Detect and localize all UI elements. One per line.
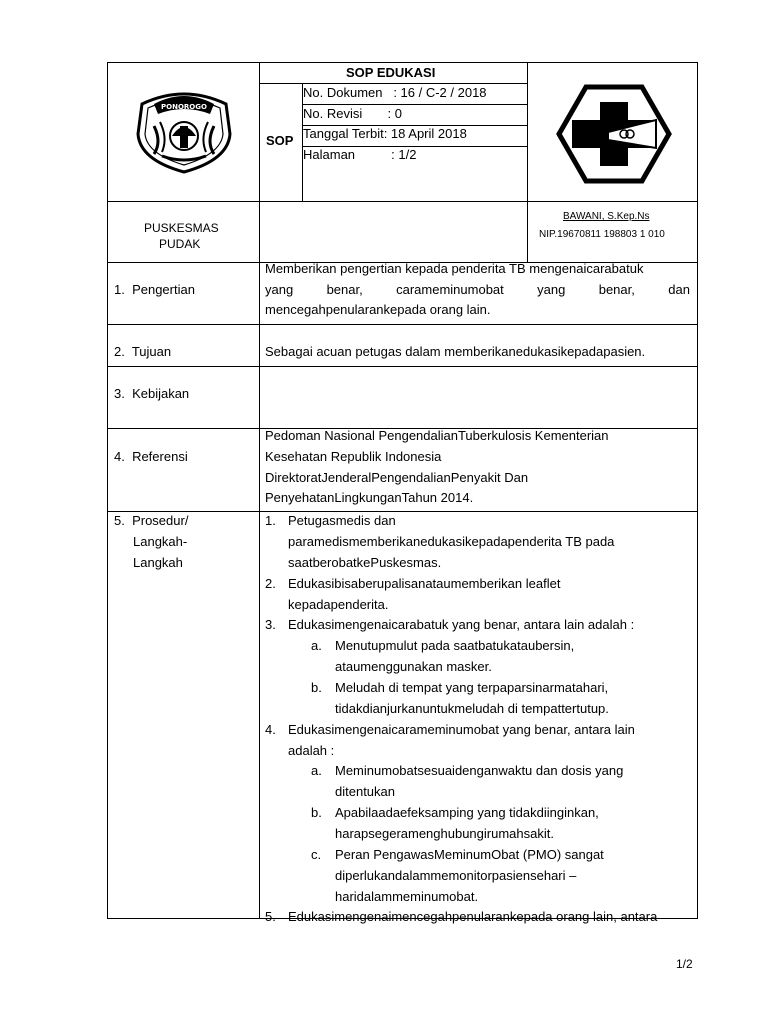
referensi-line-4: PenyehatanLingkunganTahun 2014. <box>265 490 474 505</box>
prosedur-item-text: Apabilaadaefeksamping yang tidakdiinginkan, <box>335 805 599 820</box>
referensi-line-3: DirektoratJenderalPengendalianPenyakit Dan <box>265 470 529 485</box>
pengertian-line-3: mencegahpenularankepada orang lain. <box>265 302 491 317</box>
prosedur-item-number: 3. <box>265 617 276 632</box>
label-tujuan: 2. Tujuan <box>114 344 172 359</box>
prosedur-item-number: 4. <box>265 722 276 737</box>
tujuan-text: Sebagai acuan petugas dalam memberikanedukasikepadapasien. <box>265 344 646 359</box>
prosedur-item-text: Edukasimengenaimencegahpenularankepada orang lain, antara <box>288 909 658 924</box>
referensi-line-1: Pedoman Nasional PengendalianTuberkulosis Kementerian <box>265 428 609 443</box>
page-info: Halaman : 1/2 <box>303 147 417 162</box>
prosedur-item-text: Meludah di tempat yang terpaparsinarmatahari, <box>335 680 609 695</box>
prosedur-item-text: Edukasibisaberupalisanataumemberikan leaflet <box>288 576 561 591</box>
label-prosedur-1: 5. Prosedur/ <box>114 513 189 528</box>
prosedur-item-number: 1. <box>265 513 276 528</box>
label-pengertian: 1. Pengertian <box>114 282 195 297</box>
sop-label: SOP <box>266 133 294 148</box>
prosedur-item-text: diperlukandalammemonitorpasiensehari – <box>335 868 577 883</box>
prosedur-item-text: ditentukan <box>335 784 395 799</box>
prosedur-item-text: Peran PengawasMeminumObat (PMO) sangat <box>335 847 604 862</box>
prosedur-item-number: b. <box>311 805 322 820</box>
prosedur-item-text: paramedismemberikanedukasikepadapenderita TB pada <box>288 534 615 549</box>
referensi-line-2: Kesehatan Republik Indonesia <box>265 449 442 464</box>
prosedur-item-number: b. <box>311 680 322 695</box>
prosedur-item-number: 2. <box>265 576 276 591</box>
prosedur-item-text: Meminumobatsesuaidenganwaktu dan dosis yang <box>335 763 624 778</box>
label-referensi: 4. Referensi <box>114 449 188 464</box>
org-name-line2: PUDAK <box>159 237 201 251</box>
puskesmas-logo-icon <box>556 84 672 184</box>
label-prosedur-3: Langkah <box>133 555 183 570</box>
prosedur-item-text: Edukasimengenaicarameminumobat yang benar, antara lain <box>288 722 635 737</box>
prosedur-item-text: saatberobatkePuskesmas. <box>288 555 442 570</box>
document-title: SOP EDUKASI <box>346 65 436 80</box>
prosedur-item-text: kepadapenderita. <box>288 597 389 612</box>
prosedur-item-number: 5. <box>265 909 276 924</box>
signer-name: BAWANI, S.Kep.Ns <box>563 211 650 222</box>
prosedur-item-text: Edukasimengenaicarabatuk yang benar, antara lain adalah : <box>288 617 635 632</box>
doc-number: No. Dokumen : 16 / C-2 / 2018 <box>303 85 487 100</box>
page-number: 1/2 <box>676 957 693 971</box>
prosedur-item-text: Petugasmedis dan <box>288 513 396 528</box>
prosedur-item-text: ataumenggunakan masker. <box>335 659 492 674</box>
prosedur-item-number: a. <box>311 638 322 653</box>
prosedur-item-text: adalah : <box>288 743 335 758</box>
org-name-line1: PUSKESMAS <box>144 221 219 235</box>
svg-text:PONOROGO: PONOROGO <box>161 103 207 111</box>
prosedur-item-text: Menutupmulut pada saatbatukataubersin, <box>335 638 575 653</box>
ponorogo-logo-icon <box>132 82 236 174</box>
prosedur-item-number: c. <box>311 847 322 862</box>
prosedur-item-number: a. <box>311 763 322 778</box>
revision: No. Revisi : 0 <box>303 106 402 121</box>
prosedur-item-text: tidakdianjurkanuntukmeludah di tempattertutup. <box>335 701 609 716</box>
signer-nip: NIP.19670811 198803 1 010 <box>539 229 665 240</box>
issue-date: Tanggal Terbit: 18 April 2018 <box>303 126 467 141</box>
prosedur-item-text: haridalammeminumobat. <box>335 889 479 904</box>
pengertian-line-1: Memberikan pengertian kepada penderita TB mengenaicarabatuk <box>265 261 644 276</box>
label-kebijakan: 3. Kebijakan <box>114 386 190 401</box>
prosedur-item-text: harapsegeramenghubungirumahsakit. <box>335 826 554 841</box>
pengertian-line-2: yang benar, carameminumobat yang benar, dan <box>265 282 690 297</box>
label-prosedur-2: Langkah- <box>133 534 188 549</box>
